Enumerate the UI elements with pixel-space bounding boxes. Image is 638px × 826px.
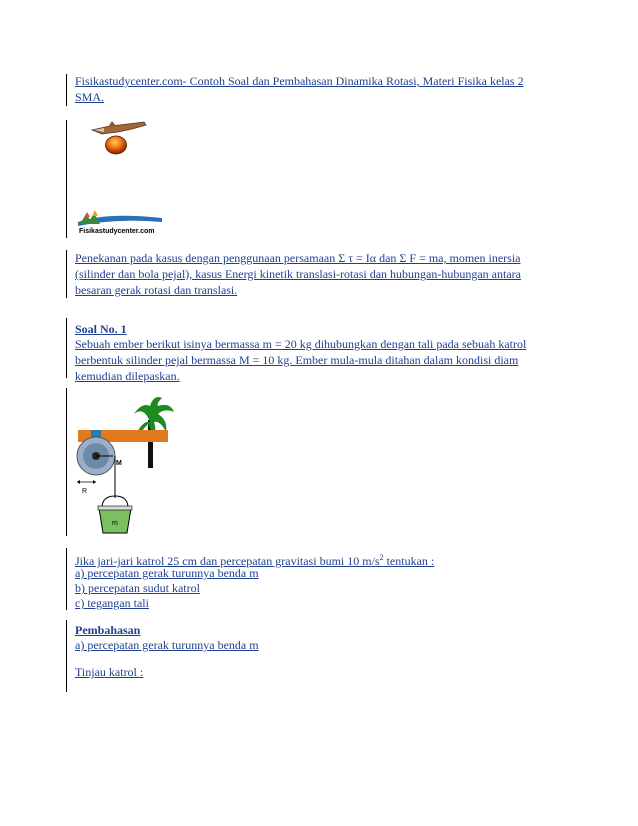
header-line-2[interactable]: SMA. — [75, 90, 105, 104]
margin-bar — [66, 318, 67, 378]
intro-line-3[interactable]: besaran gerak rotasi dan translasi. — [75, 283, 238, 297]
question-c[interactable]: c) tegangan tali — [75, 596, 149, 610]
margin-bar — [66, 250, 67, 298]
label-R: R — [82, 488, 88, 495]
margin-bar — [66, 74, 67, 106]
question-b[interactable]: b) percepatan sudut katrol — [75, 581, 200, 595]
question-text: Jika jari-jari katrol 25 cm dan percepatan gravitasi bumi 10 m/s — [75, 554, 380, 568]
soal-line-3[interactable]: kemudian dilepaskan. — [75, 369, 180, 383]
margin-bar — [66, 620, 67, 692]
header-line-1[interactable]: Fisikastudycenter.com- Contoh Soal dan Pembahasan Dinamika Rotasi, Materi Fisika kelas 2 — [75, 74, 524, 88]
label-M: M — [116, 460, 122, 467]
label-m: m — [112, 520, 118, 527]
margin-bar — [66, 388, 67, 536]
margin-bar — [66, 548, 67, 610]
soal-line-2[interactable]: berbentuk silinder pejal bermassa M = 10 kg. Ember mula-mula ditahan dalam kondisi diam — [75, 353, 519, 367]
site-logo — [76, 204, 164, 236]
intro-line-1[interactable]: Penekanan pada kasus dengan penggunaan persamaan Σ τ = Iα dan Σ F = ma, momen inersia — [75, 251, 521, 265]
question-exponent: 2 — [379, 553, 384, 562]
pulley-figure — [74, 392, 186, 534]
question-a[interactable]: a) percepatan gerak turunnya benda m — [75, 566, 259, 580]
soal-line-1[interactable]: Sebuah ember berikut isinya bermassa m = 20 kg dihubungkan dengan tali pada sebuah katrol — [75, 337, 527, 351]
tinjau-katrol[interactable]: Tinjau katrol : — [75, 665, 144, 679]
pembahasan-a[interactable]: a) percepatan gerak turunnya benda m — [75, 638, 259, 652]
pembahasan-title[interactable]: Pembahasan — [75, 623, 141, 637]
rotation-illustration — [88, 118, 150, 158]
soal-title[interactable]: Soal No. 1 — [75, 322, 127, 336]
margin-bar — [66, 120, 67, 238]
logo-text: Fisikastudycenter.com — [79, 228, 155, 235]
intro-line-2[interactable]: (silinder dan bola pejal), kasus Energi kinetik translasi-rotasi dan hubungan-hubungan antara — [75, 267, 521, 281]
question-tail: tentukan : — [383, 554, 435, 568]
